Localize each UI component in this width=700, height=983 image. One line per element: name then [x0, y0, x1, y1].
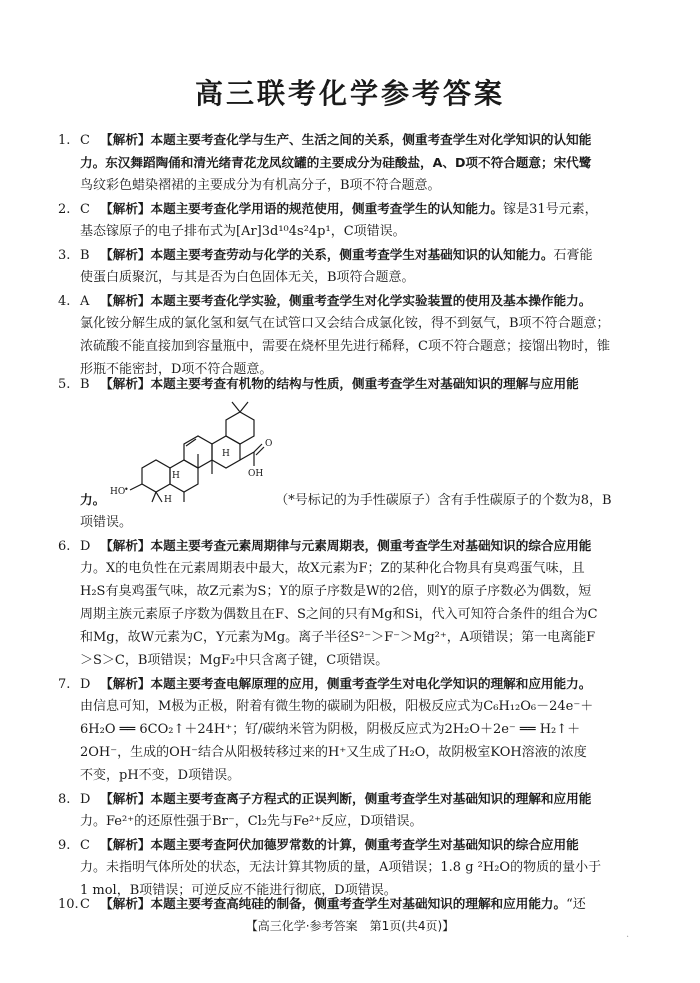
item-lead: 本题主要考查化学与生产、生活之间的关系，侧重考查学生对化学知识的认知能 [150, 132, 592, 147]
svg-text:•: • [124, 485, 129, 494]
molecule-label-oh-left: HO [110, 487, 126, 497]
item-after-figure: （*号标记的为手性碳原子）含有手性碳原子的个数为8，B [275, 493, 612, 508]
item-lead: 本题主要考查电解原理的应用，侧重考查学生对电化学知识的理解和应用能力。 [150, 676, 592, 691]
item-number: 6. [58, 539, 71, 554]
item-lead: 本题主要考查高纯硅的制备，侧重考查学生对基础知识的理解和应用能力。 [150, 896, 567, 911]
item-lead: 本题主要考查元素周期律与元素周期表，侧重考查学生对基础知识的综合应用能 [150, 538, 592, 553]
molecule-label-o: O [265, 439, 273, 449]
analysis-tag: 【解析】 [100, 376, 151, 391]
item-number: 2. [58, 202, 71, 217]
item-lead-tail: 镓是31号元素， [503, 202, 598, 217]
item-line: 和Mg，故W元素为C，Y元素为Mg。离子半径S²⁻＞F⁻＞Mg²⁺，A项错误；第一电离能F [80, 630, 596, 645]
item-number: 7. [58, 677, 71, 692]
item-answer: D [80, 677, 91, 692]
item-line: ＞S＞C，B项错误；MgF₂中只含离子键，C项错误。 [80, 653, 389, 668]
molecule-label-h: H [164, 495, 172, 505]
analysis-tag: 【解析】 [100, 293, 151, 308]
item-number: 10. [58, 897, 79, 912]
analysis-tag: 【解析】 [100, 538, 151, 553]
item-number: 9. [58, 838, 71, 853]
item-lead: 本题主要考查有机物的结构与性质，侧重考查学生对基础知识的理解与应用能 [150, 376, 579, 391]
item-lead: 本题主要考查化学用语的规范使用，侧重考查学生的认知能力。 [150, 201, 504, 216]
item-answer: C [80, 897, 90, 912]
answer-item-5 [58, 372, 646, 395]
item-line: H₂S有臭鸡蛋气味，故Z元素为S；Y的原子序数是W的2倍，则Y的原子序数必为偶数，短 [80, 584, 592, 599]
analysis-tag: 【解析】 [100, 247, 151, 262]
item-lead-tail: 石膏能 [553, 248, 593, 263]
item-lead: 本题主要考查劳动与化学的关系，侧重考查学生对基础知识的认知能力。 [150, 247, 554, 262]
answer-item-5-continued [80, 488, 646, 534]
corner-mark: · [626, 932, 630, 943]
item-line: 不变，pH不变，D项错误。 [80, 768, 241, 783]
item-answer: B [80, 377, 90, 392]
answer-item-2 [58, 197, 646, 243]
molecule-label-oh-right: OH [248, 469, 264, 479]
answer-item-4 [58, 289, 646, 381]
item-line: 由信息可知，M极为正极，附着有微生物的碳刷为阳极，阳极反应式为C₆H₁₂O₆－24e⁻＋ [80, 699, 594, 714]
item-answer: C [80, 133, 90, 148]
page-title: 高三联考化学参考答案 [194, 77, 505, 110]
item-line: 使蛋白质聚沉，与其是否为白色固体无关，B项符合题意。 [80, 270, 415, 285]
answer-item-7 [58, 672, 646, 787]
item-answer: C [80, 202, 90, 217]
analysis-tag: 【解析】 [100, 896, 151, 911]
item-line: 基态镓原子的电子排布式为[Ar]3d¹⁰4s²4p¹，C项错误。 [80, 224, 406, 239]
item-number: 3. [58, 248, 71, 263]
answer-item-3 [58, 243, 646, 289]
molecule-label-h: H [222, 449, 230, 459]
item-line: 项错误。 [80, 515, 133, 530]
item-line: 浓硫酸不能直接加到容量瓶中，需要在烧杯里先进行稀释，C项不符合题意；接馏出物时，锥 [80, 339, 610, 354]
item-line: 力。东汉舞蹈陶俑和清光绪青花龙凤纹罐的主要成分为硅酸盐，A、D项不符合题意；宋代鹭 [80, 155, 592, 170]
item-number: 5. [58, 377, 71, 392]
item-number: 8. [58, 792, 71, 807]
analysis-tag: 【解析】 [100, 837, 151, 852]
item-answer: C [80, 838, 90, 853]
item-line: 力。X的电负性在元素周期表中最大，故X元素为F；Z的某种化合物具有臭鸡蛋气味，且 [80, 561, 585, 576]
item-lead: 本题主要考查阿伏加德罗常数的计算，侧重考查学生对基础知识的综合应用能 [150, 837, 579, 852]
item-line: 氯化铵分解生成的氯化氢和氨气在试管口又会结合成氯化铵，得不到氨气，B项不符合题意； [80, 316, 610, 331]
item-number: 1. [58, 133, 71, 148]
answer-item-8 [58, 787, 646, 833]
item-line: 2OH⁻，生成的OH⁻结合从阳极转移过来的H⁺又生成了H₂O，故阴极室KOH溶液的浓度 [80, 745, 587, 760]
item-lead: 本题主要考查离子方程式的正误判断，侧重考查学生对基础知识的理解和应用能 [150, 791, 592, 806]
answer-item-10 [58, 892, 646, 915]
item-answer: A [80, 294, 90, 309]
item-line-before-figure: 力。 [80, 492, 106, 507]
item-line: 形瓶不能密封，D项不符合题意。 [80, 362, 273, 377]
page-footer: 【高三化学·参考答案 第1页(共4页)】 [245, 919, 455, 933]
item-answer: D [80, 792, 91, 807]
item-line: 1 mol，B项错误；可逆反应不能进行彻底，D项错误。 [80, 883, 397, 898]
item-lead: 本题主要考查化学实验，侧重考查学生对化学实验装置的使用及基本操作能力。 [150, 293, 592, 308]
item-line: 鸟纹彩色蜡染褶裙的主要成分为有机高分子，B项不符合题意。 [80, 178, 441, 193]
item-answer: D [80, 539, 91, 554]
item-line: 力。未指明气体所处的状态，无法计算其物质的量，A项错误；1.8 g ²H₂O的物质的量小于 [80, 860, 602, 875]
answer-item-6 [58, 534, 646, 672]
answer-item-1 [58, 128, 646, 197]
item-answer: B [80, 248, 90, 263]
analysis-tag: 【解析】 [100, 791, 151, 806]
analysis-tag: 【解析】 [100, 676, 151, 691]
analysis-tag: 【解析】 [100, 132, 151, 147]
item-line: 周期主族元素原子序数为偶数且在F、S之间的只有Mg和Si，代入可知符合条件的组合为C [80, 607, 598, 622]
analysis-tag: 【解析】 [100, 201, 151, 216]
item-lead-tail: “还 [566, 897, 586, 912]
item-line: 力。Fe²⁺的还原性强于Br⁻，Cl₂先与Fe²⁺反应，D项错误。 [80, 814, 423, 829]
item-number: 4. [58, 294, 71, 309]
item-line: 6H₂O ══ 6CO₂↑＋24H⁺；钌/碳纳米管为阴极，阴极反应式为2H₂O＋2e⁻ ══ H₂↑＋ [80, 722, 581, 737]
molecule-label-h: H [172, 471, 180, 481]
